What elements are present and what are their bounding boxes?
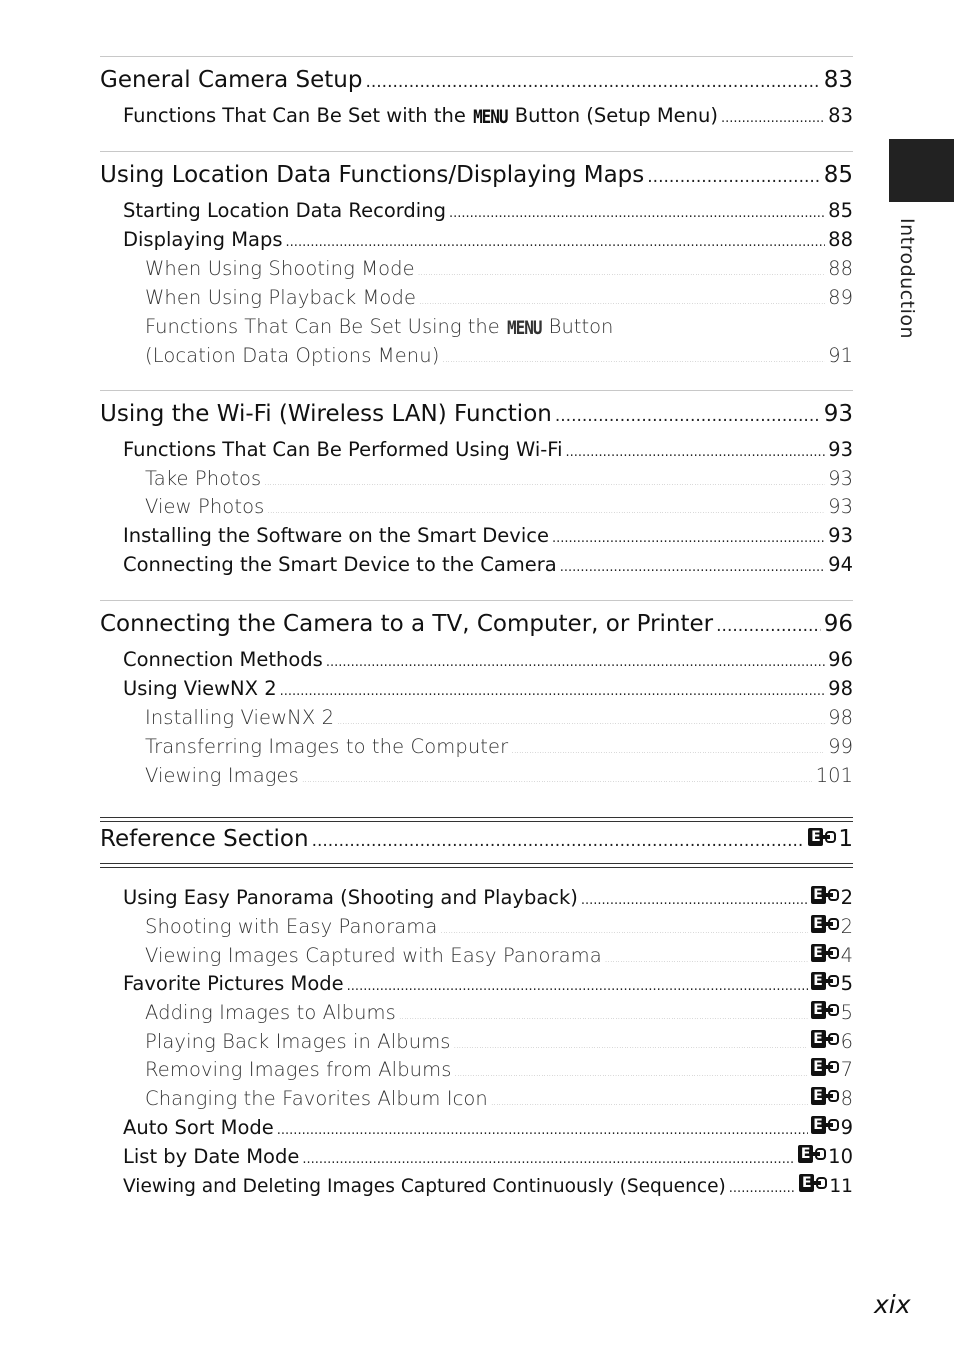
- reference-section-icon: E: [811, 915, 839, 933]
- toc-page-number: 93: [828, 438, 853, 461]
- label-text: Button (Setup Menu): [508, 104, 718, 127]
- toc-subentry[interactable]: [145, 764, 853, 792]
- toc-subentry[interactable]: [145, 1087, 853, 1115]
- toc-subentry[interactable]: [145, 1001, 853, 1029]
- toc-entry-title: Connection Methods: [123, 648, 323, 671]
- toc-heading-title: Using the Wi-Fi (Wireless LAN) Function: [100, 401, 552, 427]
- toc-subentry-title: (Location Data Options Menu): [145, 344, 440, 367]
- toc-page-number: 93: [823, 401, 853, 427]
- label-text: Functions That Can Be Set Using the: [145, 315, 506, 338]
- section-divider: [100, 600, 853, 601]
- dot-leader: [647, 167, 820, 187]
- reference-page-value: 5: [840, 1001, 853, 1024]
- dot-leader: [302, 775, 813, 784]
- dot-leader: [312, 831, 806, 851]
- toc-subentry-title: Adding Images to Albums: [145, 1001, 396, 1024]
- toc-entry[interactable]: [123, 972, 853, 1000]
- toc-heading[interactable]: [100, 67, 853, 99]
- dot-leader: [565, 445, 825, 460]
- dot-leader: [418, 268, 825, 277]
- toc-heading-title: General Camera Setup: [100, 67, 363, 93]
- toc-page-number: 98: [828, 706, 853, 729]
- toc-page-number: [811, 1058, 853, 1081]
- toc-page-number: 93: [828, 467, 853, 490]
- reference-section-icon: E: [798, 1145, 826, 1163]
- section-divider: [100, 151, 853, 152]
- toc-page-number: 91: [828, 344, 853, 367]
- section-divider: [100, 56, 853, 57]
- toc-page-number: [798, 1145, 853, 1168]
- dot-leader: [605, 955, 808, 964]
- toc-entry[interactable]: [123, 524, 853, 552]
- dot-leader: [455, 1069, 808, 1078]
- reference-section-icon: E: [811, 1030, 839, 1048]
- toc-entry-title: Viewing and Deleting Images Captured Continuously (Sequence): [123, 1176, 726, 1197]
- toc-entry-title: Using ViewNX 2: [123, 677, 277, 700]
- label-text: Button: [542, 315, 614, 338]
- reference-section-icon: E: [811, 886, 839, 904]
- toc-page-number: [811, 944, 853, 967]
- toc-subentry-title: Take Photos: [145, 467, 262, 490]
- toc-page-number: 94: [828, 553, 853, 576]
- dot-leader: [302, 1152, 795, 1167]
- toc-subentry-title: Removing Images from Albums: [145, 1058, 452, 1081]
- dot-leader: [729, 1181, 797, 1196]
- toc-heading-title: Using Location Data Functions/Displaying Maps: [100, 162, 645, 188]
- reference-section-icon: E: [811, 1116, 839, 1134]
- toc-subentry[interactable]: [145, 735, 853, 763]
- dot-leader: [716, 616, 821, 636]
- toc-subentry[interactable]: [145, 344, 853, 372]
- toc-heading-title: Reference Section: [100, 826, 309, 852]
- toc-page-number: 96: [828, 648, 853, 671]
- reference-section-icon: E: [808, 828, 836, 846]
- reference-page-value: 2: [840, 886, 853, 909]
- reference-section-icon: E: [811, 1001, 839, 1019]
- reference-page-value: 5: [840, 972, 853, 995]
- toc-entry[interactable]: [123, 1145, 853, 1173]
- toc-entry[interactable]: [123, 228, 853, 256]
- reference-page-value: 2: [840, 915, 853, 938]
- toc-subentry-title: Shooting with Easy Panorama: [145, 915, 438, 938]
- reference-section-icon: E: [811, 1087, 839, 1105]
- toc-entry[interactable]: [123, 886, 853, 914]
- toc-subentry[interactable]: [145, 257, 853, 285]
- dot-leader: [560, 560, 825, 575]
- reference-divider-bottom: [100, 863, 853, 868]
- toc-page-number: 85: [823, 162, 853, 188]
- toc-page-number: [811, 1087, 853, 1110]
- toc-entry-title: Auto Sort Mode: [123, 1116, 274, 1139]
- toc-subentry-title: Playing Back Images in Albums: [145, 1030, 451, 1053]
- section-divider: [100, 390, 853, 391]
- toc-entry[interactable]: [123, 1116, 853, 1144]
- reference-section-icon: E: [811, 1058, 839, 1076]
- toc-entry[interactable]: [123, 648, 853, 676]
- toc-page-number: [811, 915, 853, 938]
- chapter-tab: [889, 139, 954, 202]
- toc-heading[interactable]: [100, 611, 853, 643]
- toc-entry-title: Using Easy Panorama (Shooting and Playback): [123, 886, 578, 909]
- toc-subentry[interactable]: [145, 467, 853, 495]
- toc-entry-title: Displaying Maps: [123, 228, 283, 251]
- toc-entry-title: Connecting the Smart Device to the Camera: [123, 553, 557, 576]
- toc-page-number: 83: [823, 67, 853, 93]
- reference-heading[interactable]: [100, 826, 853, 858]
- toc-page-number: 93: [828, 495, 853, 518]
- menu-button-icon: MENU: [473, 105, 508, 128]
- toc-subentry-title: Viewing Images Captured with Easy Panorama: [145, 944, 602, 967]
- toc-entry[interactable]: [123, 553, 853, 581]
- toc-page-number: [811, 1001, 853, 1024]
- reference-page-value: 8: [840, 1087, 853, 1110]
- toc-page-number: [808, 826, 853, 852]
- toc-page-number: 93: [828, 524, 853, 547]
- dot-leader: [286, 235, 826, 250]
- toc-heading[interactable]: [100, 401, 853, 433]
- dot-leader: [264, 478, 825, 487]
- dot-leader: [491, 1098, 808, 1107]
- dot-leader: [365, 72, 820, 92]
- dot-leader: [511, 746, 825, 755]
- toc-subentry[interactable]: [145, 1058, 853, 1086]
- toc-entry[interactable]: [123, 104, 853, 132]
- toc-heading[interactable]: [100, 162, 853, 194]
- toc-entry-title: Functions That Can Be Performed Using Wi-Fi: [123, 438, 563, 461]
- toc-page-number: [811, 1116, 853, 1139]
- toc-subentry[interactable]: [145, 1030, 853, 1058]
- reference-section-icon: E: [811, 972, 839, 990]
- toc-page-number: 101: [815, 764, 853, 787]
- dot-leader: [326, 655, 825, 670]
- toc-page-number: 88: [828, 257, 853, 280]
- reference-section-icon: E: [811, 944, 839, 962]
- chapter-tab-label: Introduction: [896, 218, 918, 340]
- toc-entry-title: Favorite Pictures Mode: [123, 972, 344, 995]
- toc-subentry-title-line1[interactable]: [145, 315, 613, 338]
- toc-subentry-title: When Using Playback Mode: [145, 286, 417, 309]
- menu-button-icon: MENU: [506, 316, 542, 339]
- toc-page-number: 85: [828, 199, 853, 222]
- dot-leader: [442, 355, 825, 364]
- toc-page-number: 88: [828, 228, 853, 251]
- reference-page-value: 10: [828, 1145, 853, 1168]
- toc-entry-title: Starting Location Data Recording: [123, 199, 446, 222]
- dot-leader: [267, 506, 825, 515]
- dot-leader: [440, 926, 807, 935]
- toc-entry-title: Installing the Software on the Smart Device: [123, 524, 549, 547]
- toc-page-number: [811, 1030, 853, 1053]
- toc-entry[interactable]: [123, 438, 853, 466]
- toc-entry[interactable]: [123, 677, 853, 705]
- reference-page-value: 9: [840, 1116, 853, 1139]
- dot-leader: [552, 531, 825, 546]
- toc-heading-title: Connecting the Camera to a TV, Computer, or Printer: [100, 611, 714, 637]
- dot-leader: [419, 297, 825, 306]
- dot-leader: [277, 1123, 808, 1138]
- dot-leader: [581, 893, 808, 908]
- dot-leader: [337, 717, 825, 726]
- toc-entry[interactable]: [123, 199, 853, 227]
- toc-page-number: [811, 886, 853, 909]
- dot-leader: [454, 1041, 808, 1050]
- toc-subentry-title: Transferring Images to the Computer: [145, 735, 509, 758]
- reference-section-icon: E: [799, 1174, 827, 1192]
- toc-subentry-title: Changing the Favorites Album Icon: [145, 1087, 488, 1110]
- reference-page-value: 1: [838, 826, 853, 852]
- dot-leader: [280, 684, 826, 699]
- toc-subentry[interactable]: [145, 706, 853, 734]
- toc-page-number: 89: [828, 286, 853, 309]
- toc-page-number: 98: [828, 677, 853, 700]
- reference-page-value: 11: [829, 1176, 853, 1197]
- toc-subentry[interactable]: [145, 944, 853, 972]
- toc-subentry[interactable]: [145, 915, 853, 943]
- dot-leader: [399, 1012, 808, 1021]
- toc-subentry-title: When Using Shooting Mode: [145, 257, 415, 280]
- toc-page-number: [811, 972, 853, 995]
- toc-subentry[interactable]: [145, 495, 853, 523]
- reference-divider-top: [100, 817, 853, 822]
- toc-subentry-title: View Photos: [145, 495, 265, 518]
- toc-page-number: 83: [828, 104, 853, 127]
- toc-subentry-title: Viewing Images: [145, 764, 299, 787]
- toc-entry[interactable]: [123, 1174, 853, 1202]
- label-text: Functions That Can Be Set with the: [123, 104, 473, 127]
- toc-page-number: 99: [828, 735, 853, 758]
- toc-entry-title: [123, 104, 718, 127]
- toc-entry-title: List by Date Mode: [123, 1145, 300, 1168]
- dot-leader: [555, 406, 821, 426]
- page-number: xix: [874, 1290, 911, 1319]
- toc-page-number: 96: [823, 611, 853, 637]
- toc-page-number: [799, 1174, 853, 1197]
- toc-subentry[interactable]: [145, 286, 853, 314]
- dot-leader: [347, 979, 808, 994]
- reference-page-value: 4: [840, 944, 853, 967]
- toc-subentry-title: Installing ViewNX 2: [145, 706, 335, 729]
- dot-leader: [721, 111, 825, 126]
- reference-page-value: 7: [840, 1058, 853, 1081]
- dot-leader: [449, 206, 825, 221]
- reference-page-value: 6: [840, 1030, 853, 1053]
